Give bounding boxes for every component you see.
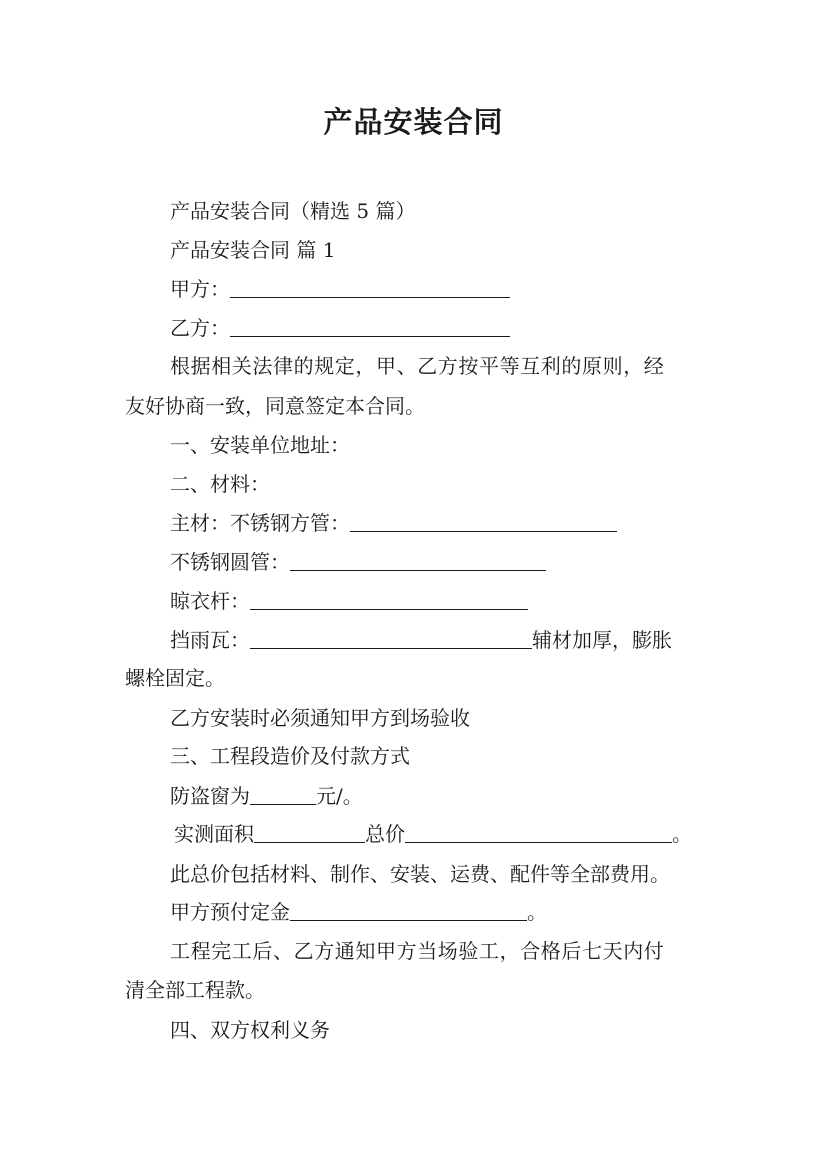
intro-paragraph-line-2: 友好协商一致，同意签定本合同。: [125, 394, 425, 418]
item-4-heading: 四、双方权利义务: [170, 1018, 330, 1042]
subtitle: 产品安装合同（精选 5 篇）: [170, 199, 416, 223]
rain-tile-label: 挡雨瓦：: [170, 628, 250, 652]
deposit-end: 。: [527, 900, 547, 924]
total-includes: 此总价包括材料、制作、安装、运费、配件等全部费用。: [170, 862, 670, 886]
party-b-blank: [230, 316, 510, 337]
rain-tile-continuation: 螺栓固定。: [125, 666, 225, 690]
rain-tile-suffix: 辅材加厚，膨胀: [532, 628, 672, 652]
intro-paragraph-line-1: 根据相关法律的规定，甲、乙方按平等互利的原则，经: [170, 354, 665, 378]
round-pipe-blank: [290, 550, 546, 571]
total-blank: [405, 822, 672, 843]
window-price-unit: 元/。: [316, 784, 363, 808]
area-total-line: [174, 820, 827, 848]
clothes-rod-label: 晾衣杆：: [170, 589, 250, 613]
party-b-line: [170, 314, 827, 342]
item-1-heading: 一、安装单位地址：: [170, 433, 350, 457]
completion-paragraph-line-2: 清全部工程款。: [125, 978, 265, 1002]
main-material-label: 主材：不锈钢方管：: [170, 511, 350, 535]
main-material-line: [170, 509, 827, 537]
rain-tile-blank: [250, 628, 532, 649]
round-pipe-label: 不锈钢圆管：: [170, 550, 290, 574]
document-title: 产品安装合同: [323, 105, 504, 139]
main-material-blank: [350, 511, 617, 532]
party-a-label: 甲方：: [170, 277, 230, 301]
deposit-blank: [290, 900, 527, 921]
deposit-label: 甲方预付定金: [170, 900, 290, 924]
window-price-label: 防盗窗为: [170, 784, 250, 808]
item-2-heading: 二、材料：: [170, 472, 270, 496]
clothes-rod-line: [170, 587, 827, 615]
window-price-blank: [250, 784, 316, 805]
acceptance-notice: 乙方安装时必须通知甲方到场验收: [170, 706, 470, 730]
section-heading: 产品安装合同 篇 1: [170, 238, 336, 262]
round-pipe-line: [170, 548, 827, 576]
deposit-line: [170, 898, 827, 926]
party-b-label: 乙方：: [170, 316, 230, 340]
party-a-blank: [230, 277, 510, 298]
clothes-rod-blank: [250, 589, 528, 610]
completion-paragraph-line-1: 工程完工后、乙方通知甲方当场验工，合格后七天内付: [170, 939, 665, 963]
rain-tile-line: [170, 626, 827, 654]
total-label: 总价: [365, 822, 405, 846]
area-blank: [254, 822, 365, 843]
area-label: 实测面积: [174, 822, 254, 846]
window-price-line: [170, 782, 827, 810]
total-end: 。: [672, 822, 692, 846]
party-a-line: [170, 275, 827, 303]
item-3-heading: 三、工程段造价及付款方式: [170, 744, 410, 768]
